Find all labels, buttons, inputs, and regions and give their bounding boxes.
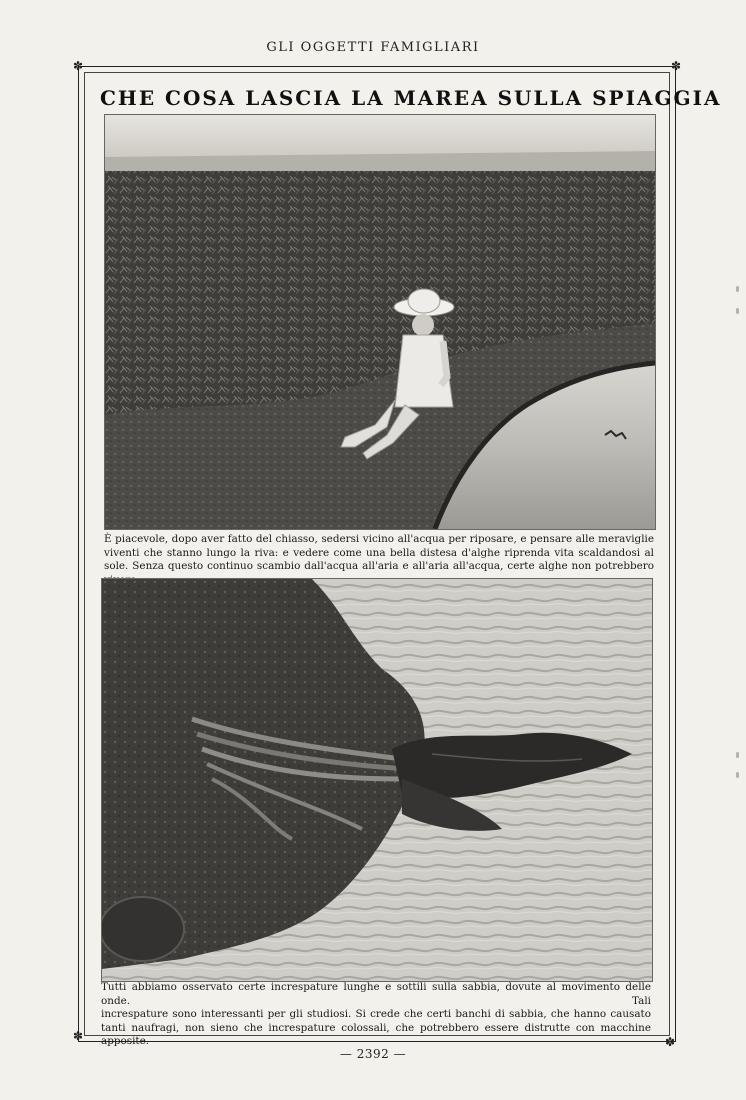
corner-ornament-bottom-right: ✽ — [664, 1035, 676, 1049]
corner-ornament-bottom-left: ✽ — [72, 1029, 84, 1043]
caption-line: Tutti abbiamo osservato certe increspature lunghe e sottili sulla sabbia, dovute al movimento delle onde. Tali — [101, 981, 651, 1007]
corner-ornament-top-right: ✽ — [670, 59, 682, 73]
paper-speck — [736, 308, 739, 314]
caption-line: increspature sono interessanti per gli studiosi. Si crede che certi banchi di sabbia, che hanno causato — [101, 1008, 651, 1021]
photo-kelp-on-rippled-sand — [101, 578, 653, 982]
caption-line: sole. Senza questo continuo scambio dall'acqua all'aria e all'aria all'acqua, certe alghe non potrebbero — [104, 560, 654, 573]
caption-line: tanti naufragi, non sieno che increspature colossali, che potrebbero essere distrutte con macchine apposite. — [101, 1021, 651, 1048]
caption-line: È piacevole, dopo aver fatto del chiasso, sedersi vicino all'acqua per riposare, e pensare alle meraviglie — [104, 533, 654, 545]
running-head: GLI OGGETTI FAMIGLIARI — [266, 40, 480, 55]
paper-speck — [736, 752, 739, 758]
paper-speck — [736, 286, 739, 292]
photo-child-by-tide-pool — [104, 114, 656, 530]
corner-ornament-top-left: ✽ — [72, 59, 84, 73]
page-number: — 2392 — — [339, 1047, 407, 1061]
caption-line: viventi che stanno lungo la riva: e vedere come una bella distesa d'alghe riprenda vita scaldandosi al — [104, 546, 654, 559]
paper-speck — [736, 772, 739, 778]
photo-2-caption — [101, 981, 651, 1049]
page-title: CHE COSA LASCIA LA MAREA SULLA SPIAGGIA — [100, 86, 722, 110]
